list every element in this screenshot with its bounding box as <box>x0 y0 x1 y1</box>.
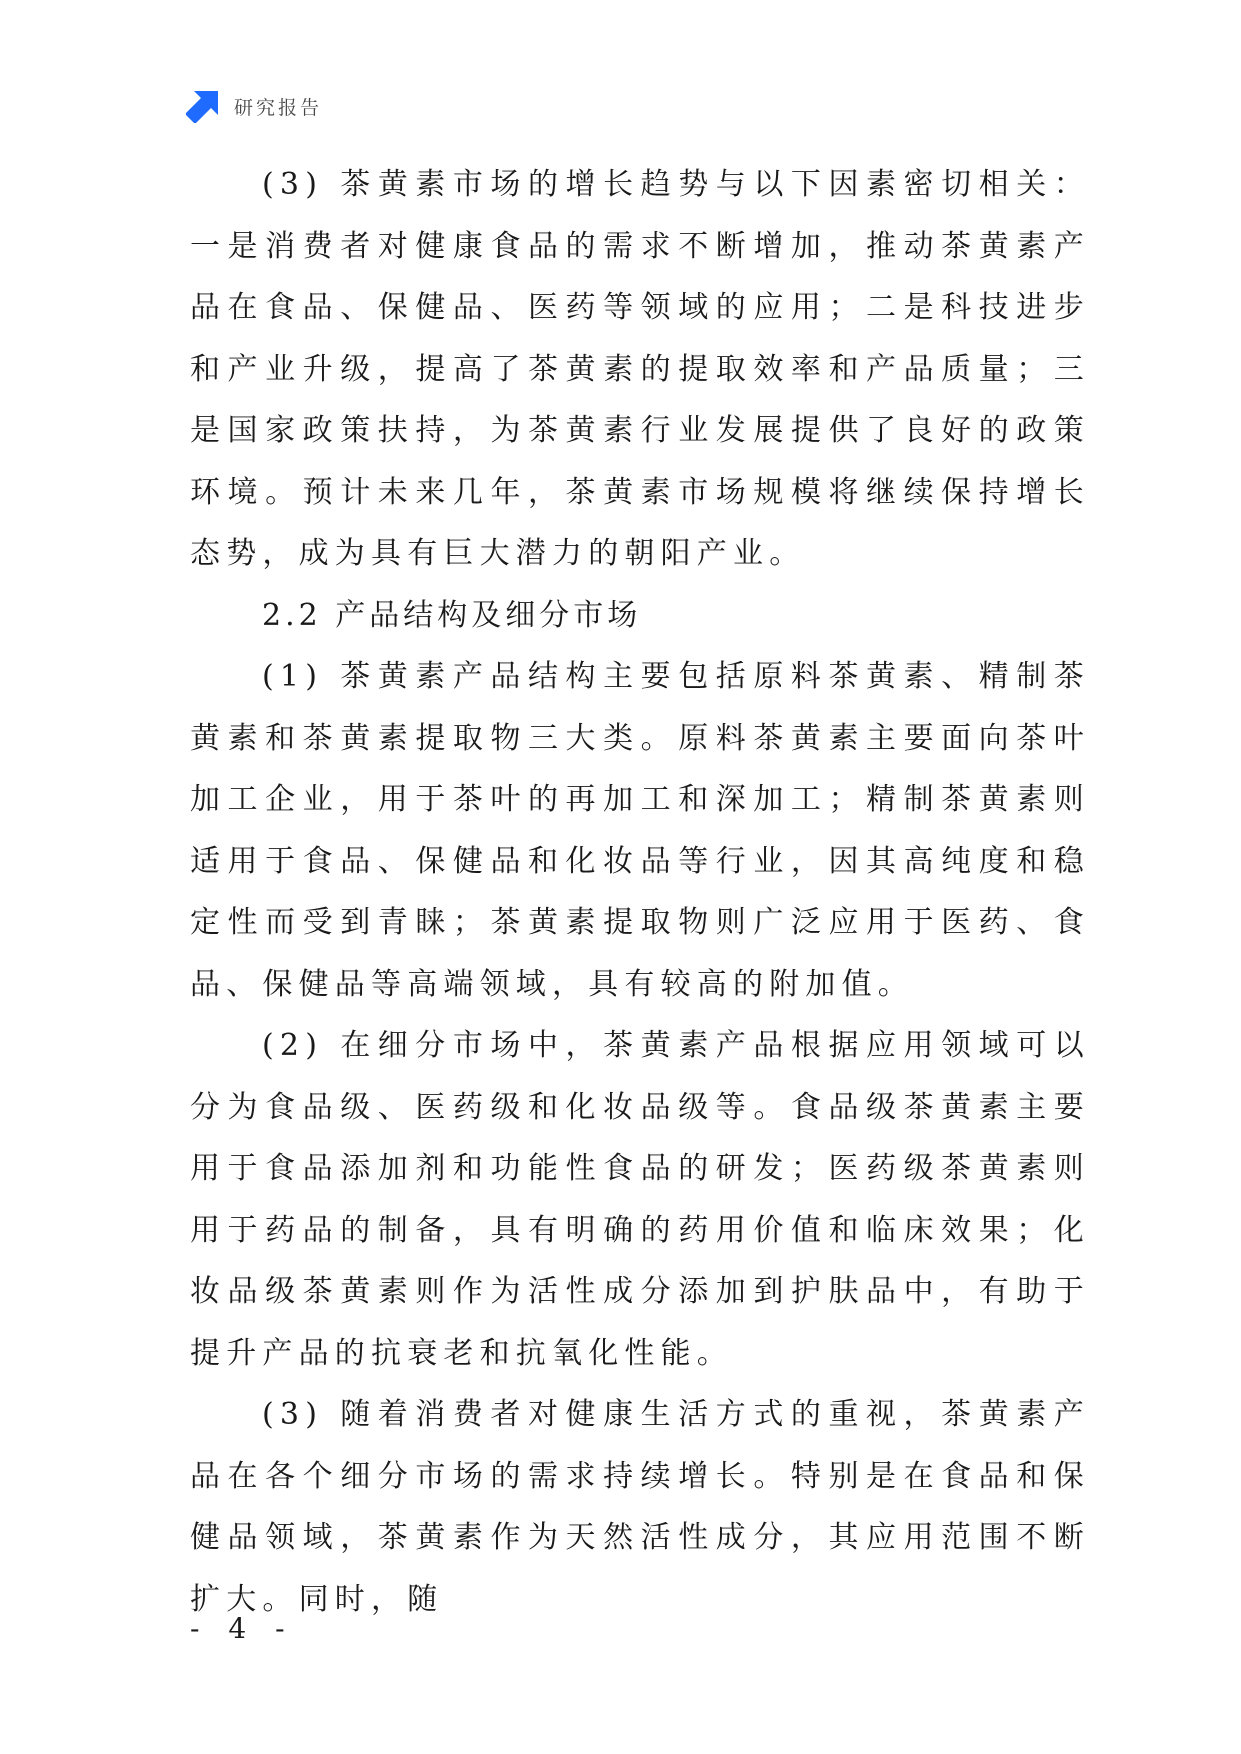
page-number: - 4 - <box>190 1612 295 1645</box>
arrow-up-right-icon <box>186 89 220 123</box>
paragraph-product-structure: (1) 茶黄素产品结构主要包括原料茶黄素、精制茶黄素和茶黄素提取物三大类。原料茶黄素主要面向茶叶加工企业，用于茶叶的再加工和深加工；精制茶黄素则适用于食品、保健品和化妆品等行业，因其高纯度和稳定性而受到青睐；茶黄素提取物则广泛应用于医药、食品、保健品等高端领域，具有较高的附加值。 <box>190 659 1090 1002</box>
document-body <box>190 154 1090 1630</box>
paragraph-demand-growth: (3) 随着消费者对健康生活方式的重视，茶黄素产品在各个细分市场的需求持续增长。特别是在食品和保健品领域，茶黄素作为天然活性成分，其应用范围不断扩大。同时，随 <box>190 1397 1090 1617</box>
paragraph-segment-market: (2) 在细分市场中，茶黄素产品根据应用领域可以分为食品级、医药级和化妆品级等。食品级茶黄素主要用于食品添加剂和功能性食品的研发；医药级茶黄素则用于药品的制备，具有明确的药用价值和临床效果；化妆品级茶黄素则作为活性成分添加到护肤品中，有助于提升产品的抗衰老和抗氧化性能。 <box>190 1028 1090 1371</box>
header-title: 研究报告 <box>234 96 323 119</box>
page-header <box>186 88 322 124</box>
paragraph-market-growth: (3) 茶黄素市场的增长趋势与以下因素密切相关：一是消费者对健康食品的需求不断增加，推动茶黄素产品在食品、保健品、医药等领域的应用；二是科技进步和产业升级，提高了茶黄素的提取效率和产品质量；三是国家政策扶持，为茶黄素行业发展提供了良好的政策环境。预计未来几年，茶黄素市场规模将继续保持增长态势，成为具有巨大潜力的朝阳产业。 <box>190 167 1090 571</box>
section-heading: 2.2 产品结构及细分市场 <box>262 597 642 633</box>
